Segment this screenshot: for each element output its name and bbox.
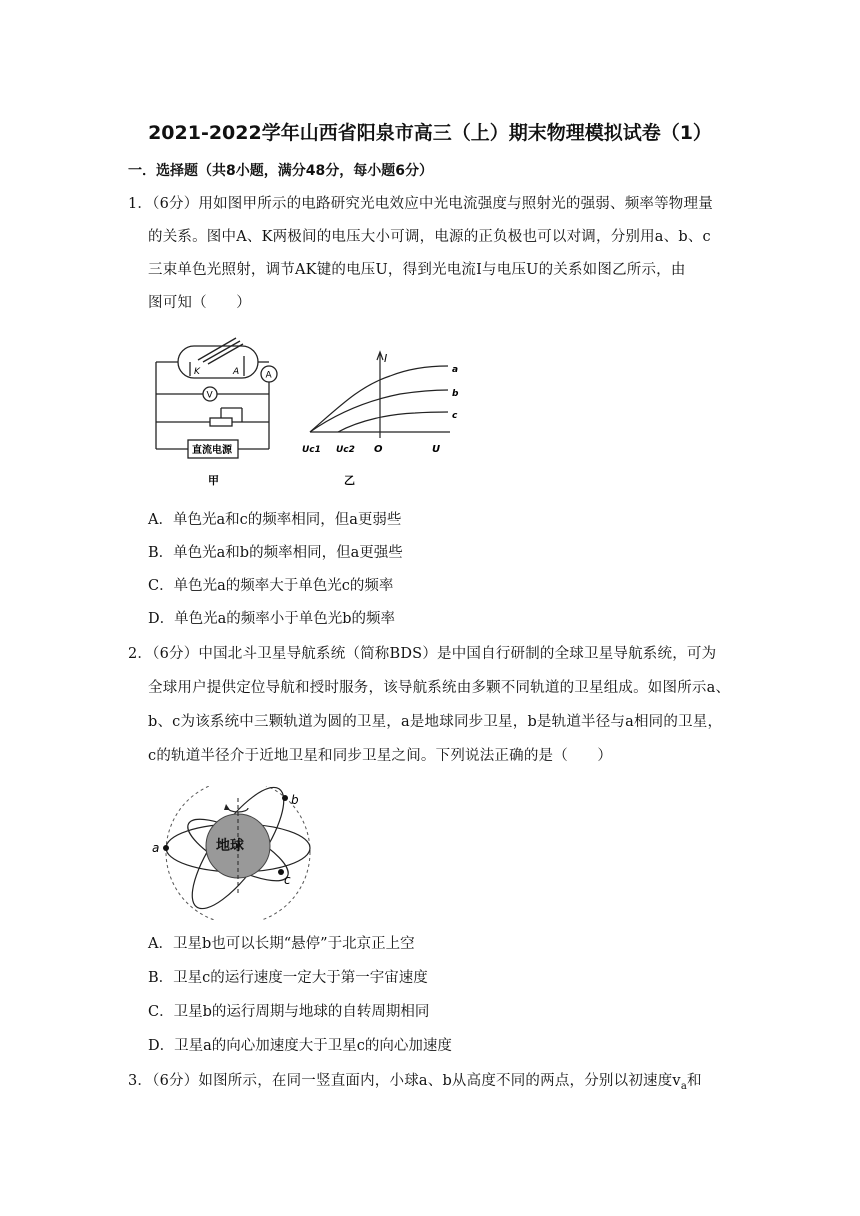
section-heading: 一．选择题（共8小题，满分48分，每小题6分）	[128, 163, 433, 179]
cathode-label: K	[194, 367, 200, 377]
q1-line-2: 的关系。图中A、K两极间的电压大小可调，电源的正负极也可以对调，分别用a、b、c	[148, 229, 711, 245]
q2-option-b: B．卫星c的运行速度一定大于第一宇宙速度	[148, 970, 428, 986]
q1-circuit-figure	[148, 336, 288, 492]
curve-c	[338, 412, 448, 432]
q2-orbit-figure	[148, 786, 318, 920]
q1-option-c: C．单色光a的频率大于单色光c的频率	[148, 578, 394, 594]
q2-option-a: A．卫星b也可以长期“悬停”于北京正上空	[148, 936, 415, 952]
q2-option-d: D．卫星a的向心加速度大于卫星c的向心加速度	[148, 1038, 452, 1054]
q3-subscript: a	[680, 1080, 687, 1092]
satellite-c-label: c	[284, 873, 291, 887]
q1-iu-graph	[300, 346, 470, 492]
q2-line-4: c的轨道半径介于近地卫星和同步卫星之间。下列说法正确的是（ ）	[148, 748, 613, 764]
curve-c-label: c	[452, 411, 458, 421]
q1-option-b: B．单色光a和b的频率相同，但a更强些	[148, 545, 403, 561]
power-source-label: 直流电源	[192, 445, 232, 456]
satellite-b-label: b	[291, 793, 299, 807]
q2-line-3: b、c为该系统中三颗轨道为圆的卫星，a是地球同步卫星，b是轨道半径与a相同的卫星，	[148, 714, 723, 730]
q1-line-1: 1．（6分）用如图甲所示的电路研究光电效应中光电流强度与照射光的强弱、频率等物理量	[128, 196, 713, 212]
curve-b-label: b	[452, 389, 459, 399]
satellite-a-dot	[163, 845, 169, 851]
uc1-label: Uc1	[302, 445, 321, 455]
figure-yi-caption: 乙	[344, 474, 355, 487]
q3-text: 3．（6分）如图所示，在同一竖直面内，小球a、b从高度不同的两点，分别以初速度v	[128, 1073, 681, 1089]
figure-jia-caption: 甲	[208, 474, 219, 487]
q3-line-1	[128, 1069, 702, 1092]
ammeter-icon: A	[265, 370, 272, 381]
satellite-a-label: a	[152, 841, 160, 855]
voltmeter-icon: V	[206, 390, 213, 401]
q3-text-end: 和	[687, 1073, 702, 1089]
satellite-b-dot	[282, 795, 288, 801]
q1-option-a: A．单色光a和c的频率相同，但a更弱些	[148, 512, 402, 528]
q2-line-1: 2．（6分）中国北斗卫星导航系统（简称BDS）是中国自行研制的全球卫星导航系统，可为	[128, 646, 717, 662]
curve-a-label: a	[452, 365, 459, 375]
y-axis-label: I	[384, 352, 388, 365]
earth-label: 地球	[216, 838, 244, 854]
q2-line-2: 全球用户提供定位导航和授时服务，该导航系统由多颗不同轨道的卫星组成。如图所示a、	[148, 680, 731, 696]
q1-line-4: 图可知（ ）	[148, 295, 251, 311]
q1-line-3: 三束单色光照射，调节AK键的电压U，得到光电流I与电压U的关系如图乙所示，由	[148, 262, 686, 278]
x-axis-label: U	[432, 444, 441, 455]
uc2-label: Uc2	[336, 445, 355, 455]
curve-b	[310, 390, 448, 432]
anode-label: A	[233, 367, 240, 377]
q1-option-d: D．单色光a的频率小于单色光b的频率	[148, 611, 396, 627]
origin-label: O	[374, 444, 383, 455]
q2-option-c: C．卫星b的运行周期与地球的自转周期相同	[148, 1004, 430, 1020]
exam-title: 2021-2022学年山西省阳泉市高三（上）期末物理模拟试卷（1）	[148, 122, 712, 144]
